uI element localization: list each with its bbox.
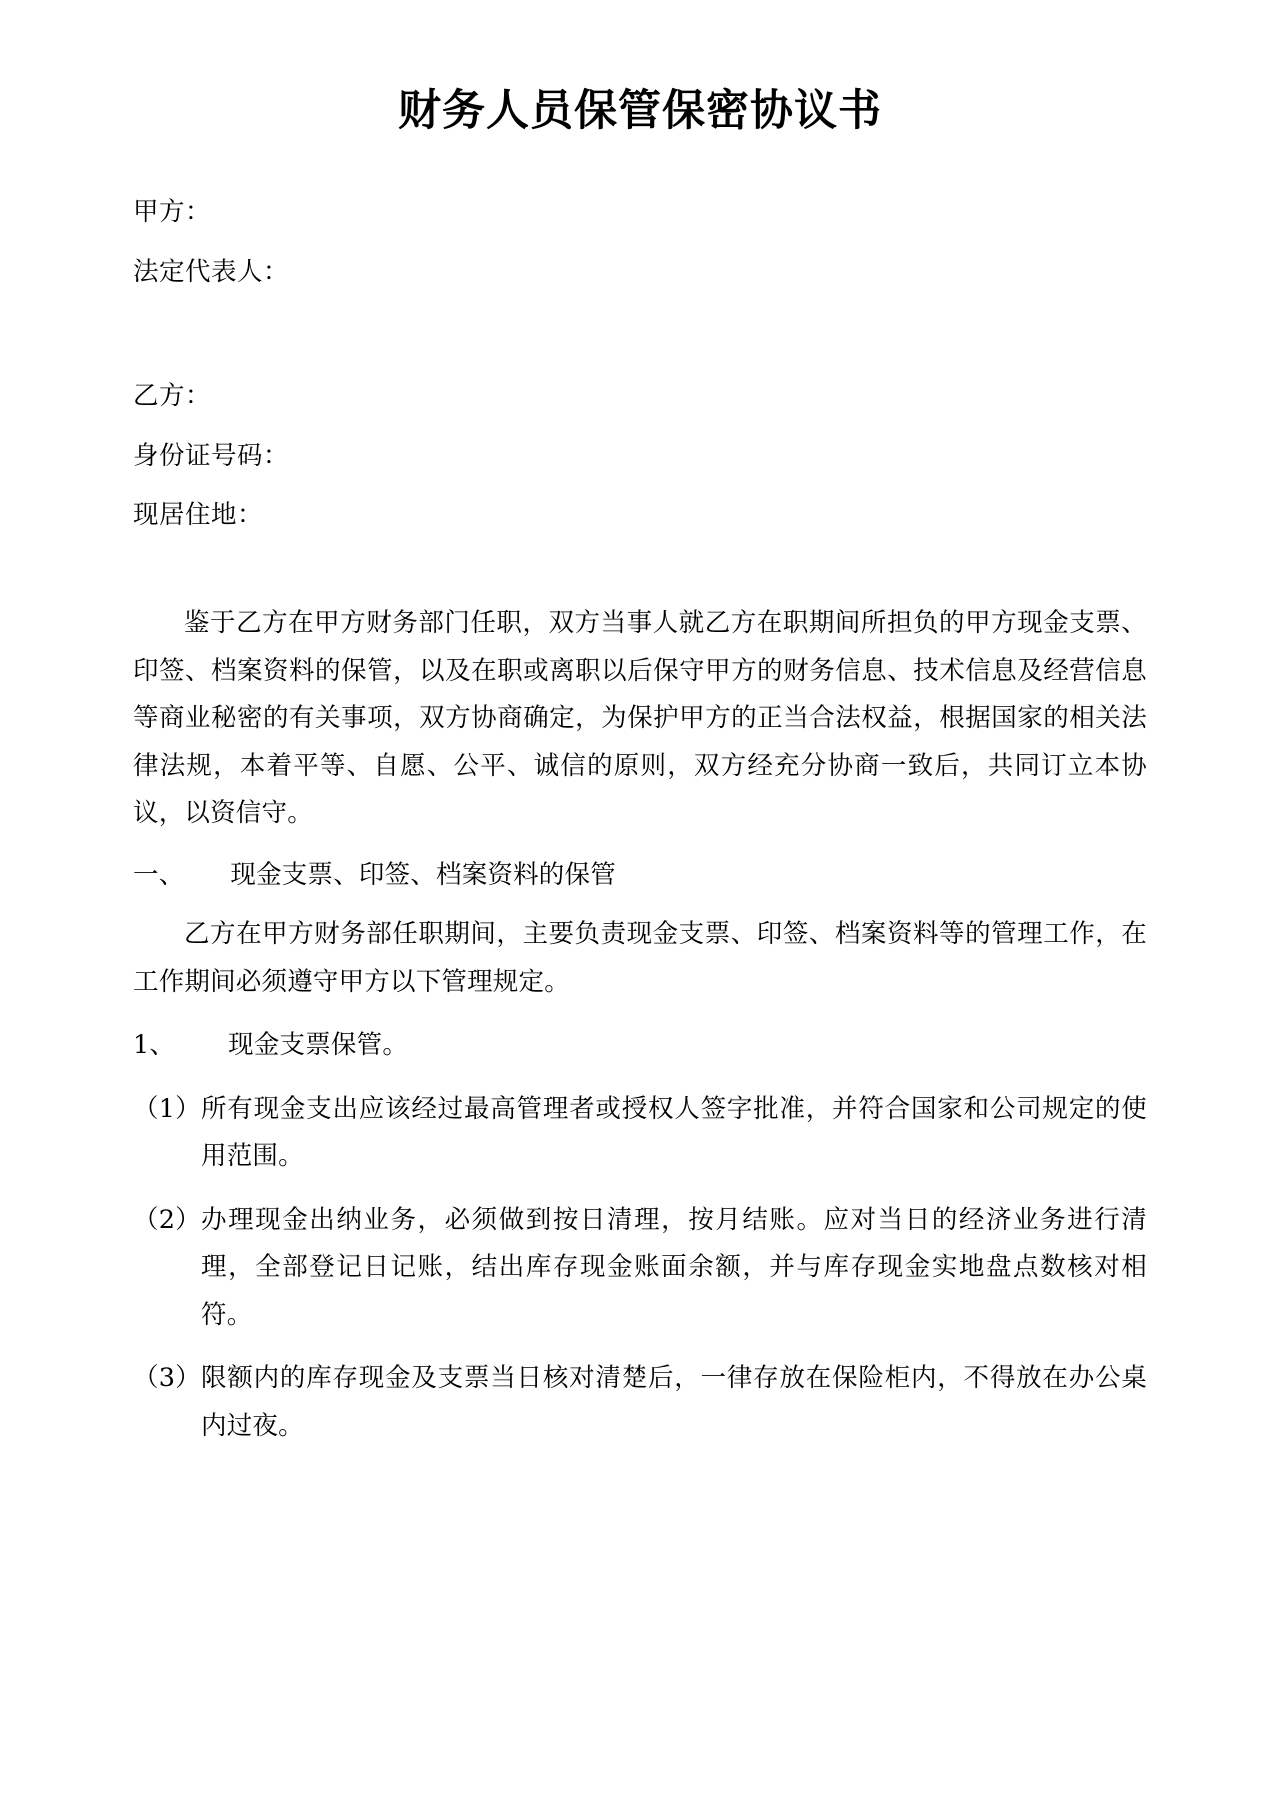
list-item [133,1086,1147,1181]
list-item [133,1355,1147,1450]
section-one-intro-paragraph: 乙方在甲方财务部任职期间，主要负责现金支票、印签、档案资料等的管理工作，在工作期间必须遵守甲方以下管理规定。 [133,919,1147,997]
field-party-a: 甲方： [133,196,212,227]
field-legal-representative: 法定代表人： [133,257,290,288]
section-one-number: 一、 [133,859,185,890]
list-item [133,1197,1147,1340]
field-id-number: 身份证号码： [133,441,290,472]
sub-item-list [133,1086,1147,1451]
section-one-heading-text: 现金支票、印签、档案资料的保管 [230,859,616,890]
field-party-b: 乙方： [133,380,212,411]
field-current-residence: 现居住地： [133,499,264,530]
party-information-block [133,196,1147,530]
preamble-paragraph: 鉴于乙方在甲方财务部门任职，双方当事人就乙方在职期间所担负的甲方现金支票、印签、档案资料的保管，以及在职或离职以后保守甲方的财务信息、技术信息及经营信息等商业秘密的有关事项，双方协商确定，为保护甲方的正当合法权益，根据国家的相关法律法规，本着平等、自愿、公平、诚信的原则，双方经充分协商一致后，共同订立本协议，以资信守。 [133,608,1147,829]
document-content [133,0,1147,1450]
numbered-item-1 [133,1022,1147,1070]
list-item-text: 限额内的库存现金及支票当日核对清楚后，一律存放在保险柜内，不得放在办公桌内过夜。 [201,1363,1147,1441]
section-one-heading [133,852,1147,900]
list-item-text: 办理现金出纳业务，必须做到按日清理，按月结账。应对当日的经济业务进行清理，全部登记日记账，结出库存现金账面余额，并与库存现金实地盘点数核对相符。 [201,1204,1147,1330]
list-item-text: 所有现金支出应该经过最高管理者或授权人签字批准，并符合国家和公司规定的使用范围。 [201,1093,1147,1172]
numbered-item-1-title: 现金支票保管。 [228,1030,409,1061]
numbered-item-1-number: 1、 [133,1030,176,1061]
page-title: 财务人员保管保密协议书 [398,86,882,136]
list-item-marker: （3） [133,1363,201,1394]
list-item-marker: （2） [133,1204,201,1235]
list-item-marker: （1） [133,1093,201,1124]
